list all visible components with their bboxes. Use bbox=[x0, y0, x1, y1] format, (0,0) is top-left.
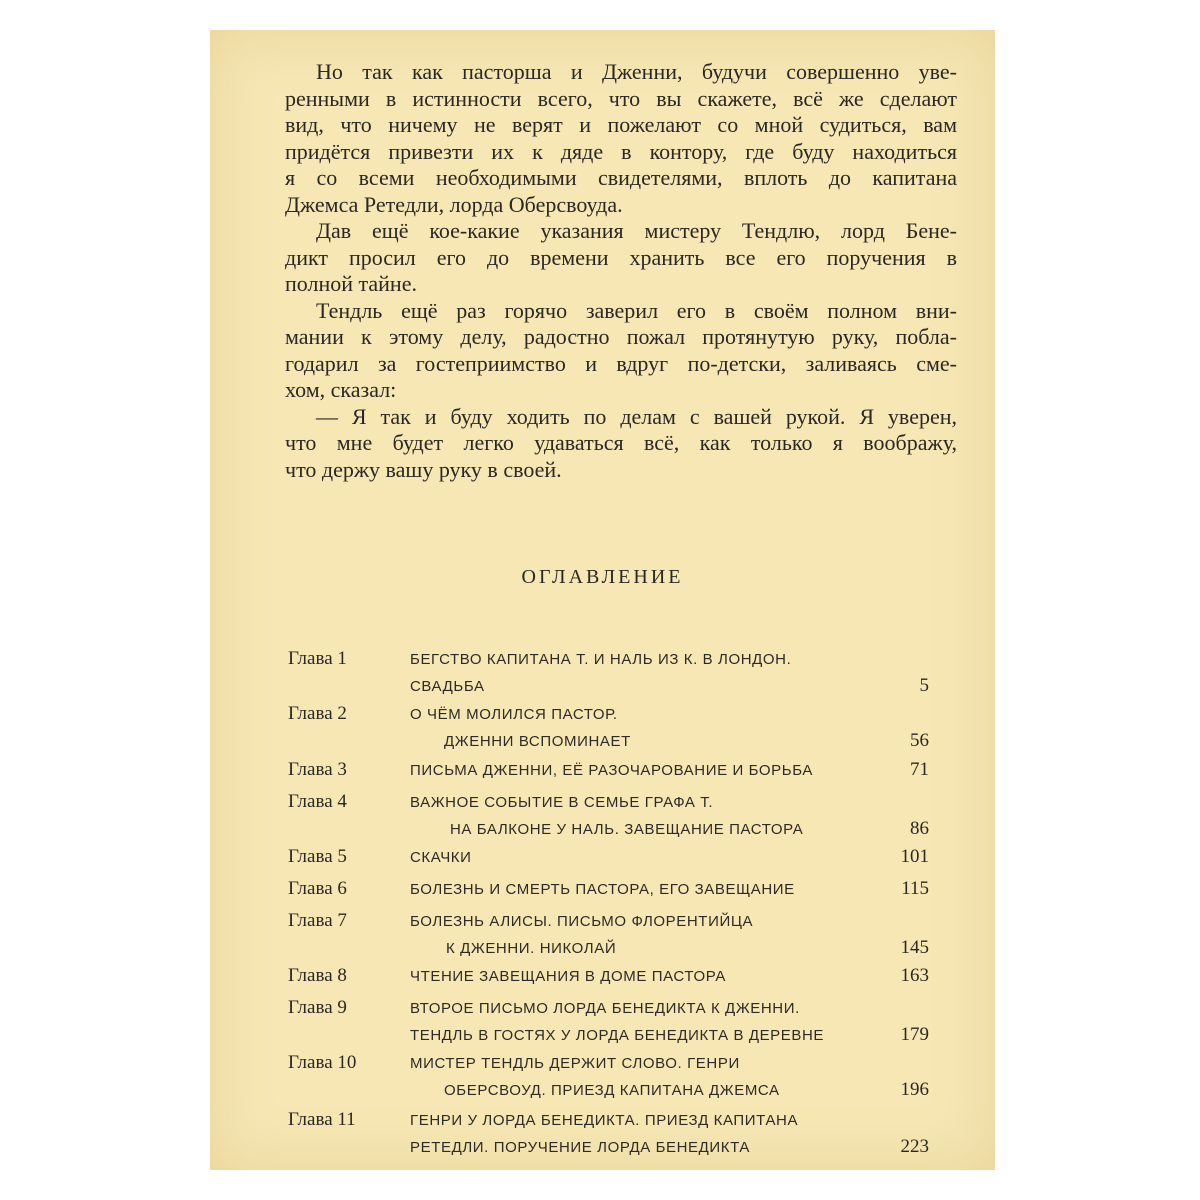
text-line: дикт просил его до времени хранить все его поручения в bbox=[285, 244, 957, 270]
chapter-title-line: СКАЧКИ bbox=[410, 849, 472, 866]
chapter-label: Глава 9 bbox=[288, 997, 347, 1018]
text-line: что держу вашу руку в своей. bbox=[285, 456, 562, 482]
chapter-title-line: НА БАЛКОНЕ У НАЛЬ. ЗАВЕЩАНИЕ ПАСТОРА bbox=[450, 821, 804, 838]
chapter-label: Глава 5 bbox=[288, 846, 347, 867]
chapter-title-line: МИСТЕР ТЕНДЛЬ ДЕРЖИТ СЛОВО. ГЕНРИ bbox=[410, 1055, 740, 1072]
chapter-label: Глава 4 bbox=[288, 791, 347, 812]
chapter-label: Глава 8 bbox=[288, 965, 347, 986]
chapter-label: Глава 10 bbox=[288, 1052, 357, 1073]
page-number: 86 bbox=[910, 818, 929, 839]
text-line: годарил за гостеприимство и вдруг по-детски, заливаясь сме- bbox=[285, 350, 957, 376]
page-number: 223 bbox=[900, 1136, 929, 1157]
chapter-title-line: ДЖЕННИ ВСПОМИНАЕТ bbox=[444, 733, 631, 750]
page-number: 5 bbox=[919, 675, 929, 696]
chapter-label: Глава 6 bbox=[288, 878, 347, 899]
page-number: 179 bbox=[900, 1024, 929, 1045]
chapter-title-line: К ДЖЕННИ. НИКОЛАЙ bbox=[446, 940, 617, 957]
text-line: хом, сказал: bbox=[285, 377, 397, 402]
page-number: 71 bbox=[910, 759, 929, 780]
table-of-contents bbox=[210, 30, 995, 1170]
chapter-title-line: ТЕНДЛЬ В ГОСТЯХ У ЛОРДА БЕНЕДИКТА В ДЕРЕВНЕ bbox=[410, 1027, 825, 1044]
chapter-label: Глава 7 bbox=[288, 910, 347, 931]
chapter-title-line: РЕТЕДЛИ. ПОРУЧЕНИЕ ЛОРДА БЕНЕДИКТА bbox=[410, 1139, 751, 1156]
page-number: 101 bbox=[900, 846, 929, 867]
chapter-title-line: БОЛЕЗНЬ И СМЕРТЬ ПАСТОРА, ЕГО ЗАВЕЩАНИЕ bbox=[410, 881, 795, 898]
page-number: 145 bbox=[900, 937, 929, 958]
text-line: что мне будет легко удаваться всё, как только я воображу, bbox=[285, 430, 957, 455]
text-line: Джемса Ретедли, лорда Оберсвоуда. bbox=[285, 191, 623, 217]
chapter-title-line: БЕГСТВО КАПИТАНА Т. И НАЛЬ ИЗ К. В ЛОНДОН. bbox=[410, 651, 792, 668]
chapter-title-line: ВАЖНОЕ СОБЫТИЕ В СЕМЬЕ ГРАФА Т. bbox=[410, 794, 714, 811]
chapter-title-line: ОБЕРСВОУД. ПРИЕЗД КАПИТАНА ДЖЕМСА bbox=[444, 1082, 780, 1099]
book-page bbox=[210, 30, 995, 1170]
text-line: придётся привезти их к дяде в контору, где буду находиться bbox=[285, 138, 957, 164]
text-line: — Я так и буду ходить по делам с вашей рукой. Я уверен, bbox=[316, 403, 957, 429]
text-line: ренными в истинности всего, что вы скажете, всё же сделают bbox=[285, 85, 957, 111]
chapter-title-line: ГЕНРИ У ЛОРДА БЕНЕДИКТА. ПРИЕЗД КАПИТАНА bbox=[410, 1112, 799, 1129]
text-line: Но так как пасторша и Дженни, будучи совершенно уве- bbox=[316, 59, 957, 84]
page-number: 115 bbox=[901, 878, 929, 899]
chapter-title-line: СВАДЬБА bbox=[410, 678, 485, 695]
chapter-label: Глава 2 bbox=[288, 703, 347, 724]
chapter-label: Глава 1 bbox=[288, 648, 347, 669]
chapter-label: Глава 3 bbox=[288, 759, 347, 780]
chapter-title-line: БОЛЕЗНЬ АЛИСЫ. ПИСЬМО ФЛОРЕНТИЙЦА bbox=[410, 913, 754, 930]
text-line: я со всеми необходимыми свидетелями, вплоть до капитана bbox=[285, 165, 957, 190]
chapter-title-line: ЧТЕНИЕ ЗАВЕЩАНИЯ В ДОМЕ ПАСТОРА bbox=[410, 968, 726, 985]
chapter-title-line: О ЧЁМ МОЛИЛСЯ ПАСТОР. bbox=[410, 706, 618, 723]
text-line: Тендль ещё раз горячо заверил его в своём полном вни- bbox=[316, 297, 957, 323]
chapter-label: Глава 11 bbox=[288, 1109, 356, 1130]
page-number: 56 bbox=[910, 730, 929, 751]
text-line: полной тайне. bbox=[285, 271, 417, 296]
toc-title: ОГЛАВЛЕНИЕ bbox=[521, 566, 684, 588]
chapter-title-line: ВТОРОЕ ПИСЬМО ЛОРДА БЕНЕДИКТА К ДЖЕННИ. bbox=[410, 1000, 800, 1017]
text-line: Дав ещё кое-какие указания мистеру Тендлю, лорд Бене- bbox=[316, 218, 957, 243]
text-line: вид, что ничему не верят и пожелают со мной судиться, вам bbox=[285, 112, 957, 137]
text-line: мании к этому делу, радостно пожал протянутую руку, побла- bbox=[285, 324, 957, 349]
chapter-title-line: ПИСЬМА ДЖЕННИ, ЕЁ РАЗОЧАРОВАНИЕ И БОРЬБА bbox=[410, 762, 813, 779]
page-number: 163 bbox=[900, 965, 929, 986]
page-number: 196 bbox=[900, 1079, 929, 1100]
